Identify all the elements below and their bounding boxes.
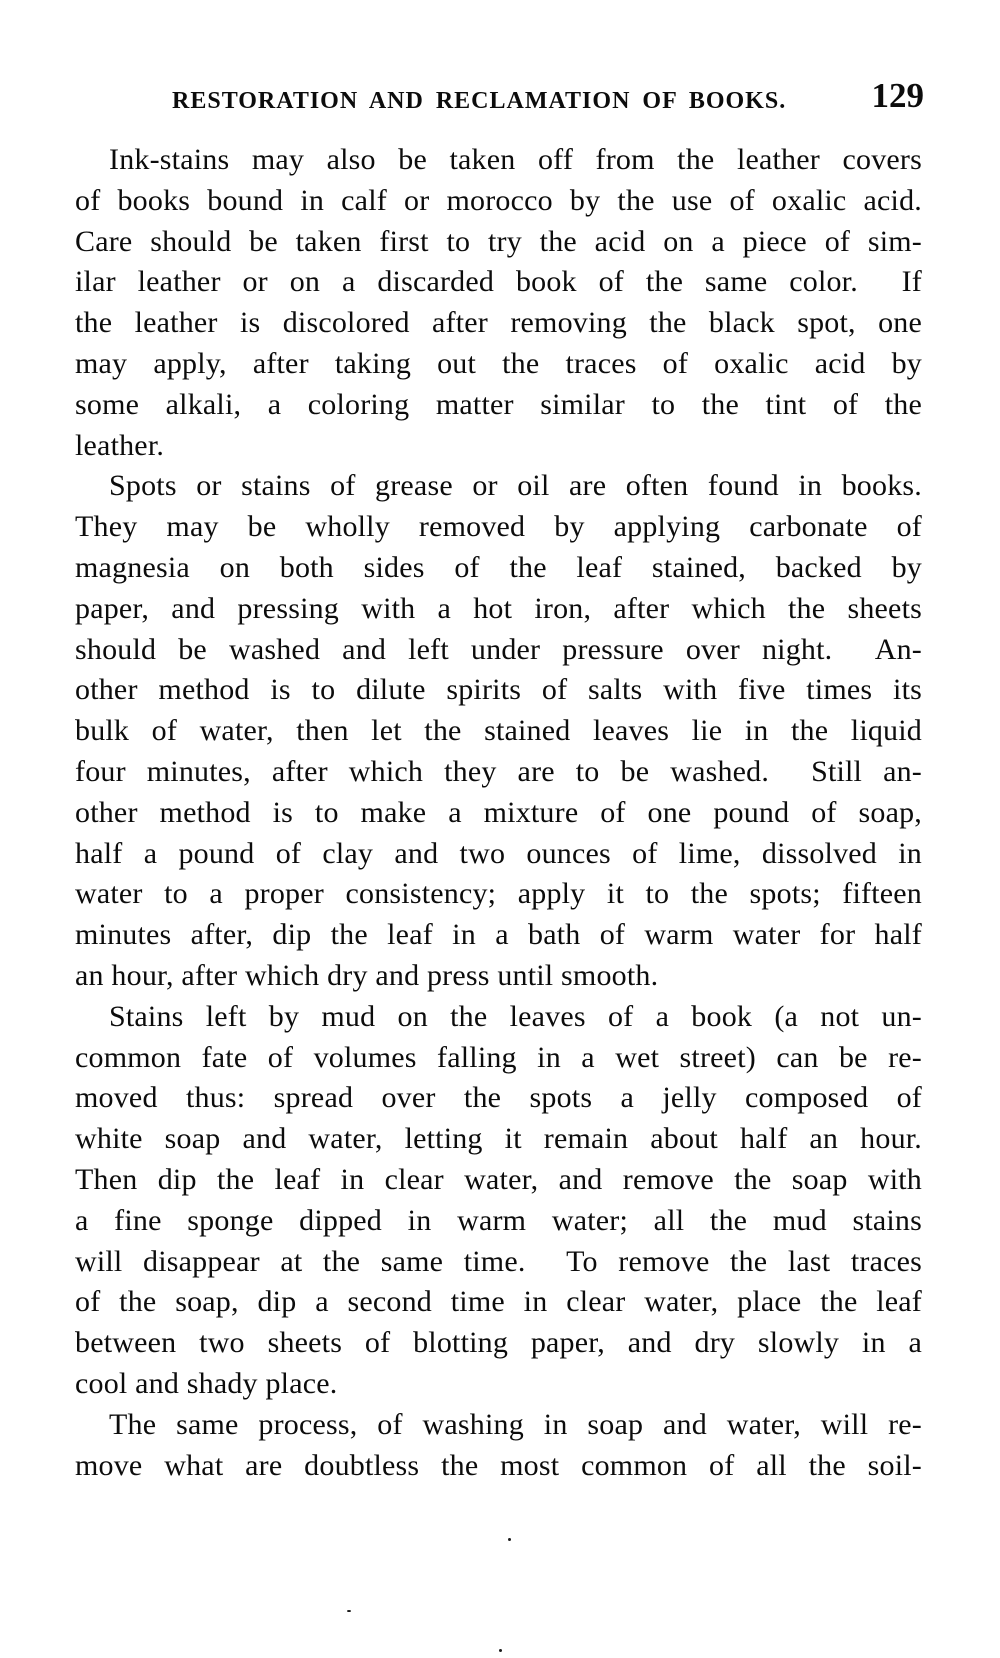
text-line: bulk of water, then let the stained leaves lie in the liquid [75, 714, 922, 748]
text-line: common fate of volumes falling in a wet street) can be re- [75, 1040, 922, 1074]
text-line: The same process, of washing in soap and water, will re- [109, 1407, 922, 1441]
paragraph [75, 140, 922, 466]
text-line: leather. [75, 428, 165, 462]
text-line: white soap and water, letting it remain about half an hour. [75, 1122, 922, 1156]
scan-speck [508, 1538, 511, 1541]
text-line: a fine sponge dipped in warm water; all the mud stains [75, 1203, 922, 1237]
text-line: of books bound in calf or morocco by the use of oxalic acid. [75, 183, 922, 217]
text-line: Spots or stains of grease or oil are often found in books. [109, 469, 922, 503]
text-line: may apply, after taking out the traces of oxalic acid by [75, 346, 922, 380]
text-line: other method is to dilute spirits of salts with five times its [75, 673, 922, 707]
paragraph [75, 997, 922, 1405]
scan-speck [499, 1649, 502, 1652]
text-line: Ink-stains may also be taken off from the leather covers [109, 143, 922, 176]
scan-speck [347, 1610, 351, 1612]
text-line: Then dip the leaf in clear water, and remove the soap with [75, 1162, 922, 1196]
text-line: other method is to make a mixture of one pound of soap, [75, 795, 922, 829]
text-line: between two sheets of blotting paper, and dry slowly in a [75, 1326, 922, 1360]
paragraph [75, 1405, 922, 1487]
text-line: magnesia on both sides of the leaf stained, backed by [75, 550, 922, 584]
text-line: move what are doubtless the most common of all the soil- [75, 1448, 922, 1482]
text-line: half a pound of clay and two ounces of lime, dissolved in [75, 836, 922, 870]
text-line: cool and shady place. [75, 1366, 338, 1400]
text-line: water to a proper consistency; apply it to the spots; fifteen [75, 877, 922, 911]
page-number: 129 [871, 76, 924, 115]
text-line: should be washed and left under pressure over night. An- [75, 632, 922, 666]
text-line: some alkali, a coloring matter similar to the tint of the [75, 387, 922, 421]
text-line: They may be wholly removed by applying carbonate of [75, 510, 922, 544]
text-line: paper, and pressing with a hot iron, after which the sheets [75, 591, 922, 625]
text-line: Care should be taken first to try the acid on a piece of sim- [75, 224, 922, 258]
text-line: moved thus: spread over the spots a jelly composed of [75, 1081, 922, 1115]
text-line: of the soap, dip a second time in clear water, place the leaf [75, 1285, 922, 1319]
text-line: the leather is discolored after removing the black spot, one [75, 306, 922, 340]
text-line: Stains left by mud on the leaves of a book (a not un- [109, 999, 922, 1033]
paragraph [75, 466, 922, 996]
text-line: minutes after, dip the leaf in a bath of warm water for half [75, 918, 922, 952]
text-line: ilar leather or on a discarded book of the same color. If [75, 265, 922, 299]
text-line: four minutes, after which they are to be washed. Still an- [75, 754, 922, 788]
text-line: will disappear at the same time. To remove the last traces [75, 1244, 922, 1278]
running-title: RESTORATION AND RECLAMATION OF BOOKS. [172, 88, 787, 114]
text-body [75, 140, 922, 1486]
page-header [0, 0, 1000, 120]
text-line: an hour, after which dry and press until smooth. [75, 958, 659, 992]
